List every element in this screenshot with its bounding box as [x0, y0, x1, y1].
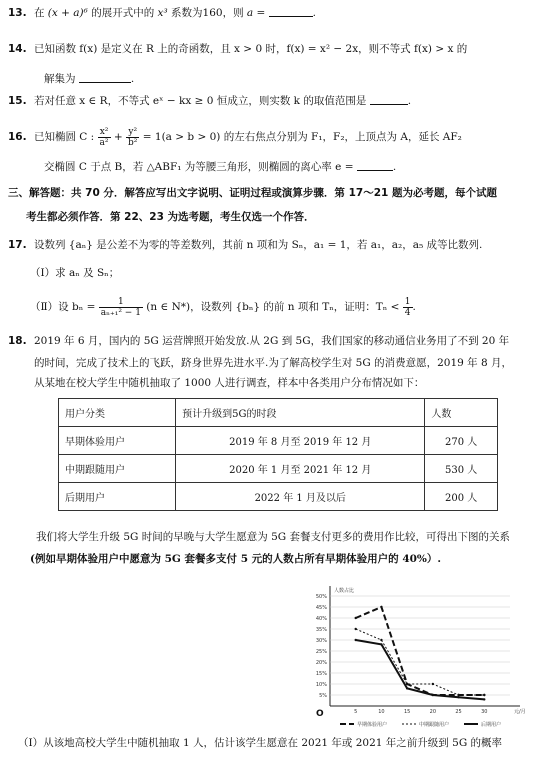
data-point	[432, 683, 434, 685]
table-row	[59, 483, 498, 511]
y-tick-label: 15%	[315, 671, 327, 677]
table-cell: 2019 年 8 月至 2019 年 12 月	[176, 427, 425, 455]
question-18-after1: 我们将大学生升级 5G 时间的早晚与大学生愿意为 5G 套餐支付更多的费用作比较，可得出下图的关系	[36, 531, 510, 543]
fraction: $\frac{\text{x²}}{\text{a²}}$	[99, 126, 109, 148]
question-number: 16.	[8, 131, 27, 143]
question-number: 15.	[8, 95, 27, 107]
data-point	[406, 687, 408, 689]
legend-label: 中期跟随用户	[419, 722, 450, 728]
table-row	[59, 455, 498, 483]
upgrade-willingness-chart	[300, 576, 540, 736]
table-cell: 200 人	[425, 483, 498, 511]
question-15	[8, 94, 546, 108]
origin-label: O	[316, 709, 324, 719]
question-text: 在	[33, 7, 45, 19]
y-tick-label: 25%	[315, 649, 327, 655]
question-text: 若对任意 x ∈ R，不等式 eˣ − kx ≥ 0 恒成立，则实数 k 的取值范围是	[33, 95, 367, 107]
period: .	[392, 161, 397, 173]
x-tick-label: 25	[455, 709, 462, 715]
math-expression: a =	[246, 7, 266, 19]
table-cell: 中期跟随用户	[59, 455, 176, 483]
y-tick-label: 20%	[315, 660, 327, 666]
data-point	[355, 628, 357, 630]
section-heading-line2: 考生都必须作答．第 22、23 为选考题，考生仅选一个作答．	[26, 211, 315, 223]
question-18-line3: 从某地在校大学生中随机抽取了 1000 人进行调查，样本中各类用户分布情况如下：	[34, 377, 425, 389]
question-17	[8, 238, 546, 252]
period: .	[312, 7, 317, 19]
question-13	[8, 6, 546, 20]
data-point	[406, 683, 408, 685]
question-number: 13.	[8, 7, 27, 19]
fraction: $\frac{1}{4}$	[404, 296, 411, 318]
data-point	[483, 694, 485, 696]
data-point	[355, 639, 357, 641]
question-18	[8, 334, 546, 348]
question-14	[8, 42, 546, 56]
question-17-part2	[30, 294, 546, 320]
data-point	[380, 643, 382, 645]
table-cell: 530 人	[425, 455, 498, 483]
question-text: = 1(a > b > 0) 的左右焦点分别为 F₁，F₂，上顶点为 A，延长 AF₂	[142, 131, 462, 143]
math-expression: (x + a)⁶	[47, 7, 88, 19]
column-header: 用户分类	[59, 399, 176, 427]
question-number: 18.	[8, 335, 27, 347]
table-cell: 后期用户	[59, 483, 176, 511]
period: .	[412, 301, 416, 313]
question-text: （Ⅱ）设 bₙ =	[30, 301, 96, 313]
fraction: $\frac{\text{y²}}{\text{b²}}$	[128, 126, 138, 148]
question-17-part1: （Ⅰ）求 aₙ 及 Sₙ；	[30, 267, 120, 279]
question-18-line2: 的时间，完成了技术上的飞跃，跻身世界先进水平.为了解高校学生对 5G 的消费意愿，2019 年 8 月，	[34, 357, 512, 369]
y-tick-label: 30%	[315, 638, 327, 644]
answer-blank[interactable]	[79, 72, 131, 83]
table-row	[59, 427, 498, 455]
x-tick-label: 5	[354, 709, 358, 715]
y-tick-label: 10%	[315, 682, 327, 688]
question-text: 交椭圆 C 于点 B，若 △ABF₁ 为等腰三角形，则椭圆的离心率 e =	[44, 161, 354, 173]
x-tick-label: 15	[403, 709, 411, 715]
data-point	[457, 696, 459, 698]
user-distribution-table	[58, 398, 498, 511]
data-point	[380, 606, 382, 608]
question-text: 已知椭圆 C :	[33, 131, 95, 143]
question-number: 14.	[8, 43, 27, 55]
question-text: 系数为160，则	[171, 7, 244, 19]
legend-label: 早期体验用户	[357, 722, 388, 728]
data-point	[457, 694, 459, 696]
question-text: 已知函数 f(x) 是定义在 R 上的奇函数，且 x > 0 时，f(x) = x² − 2x，则不等式 f(x) > x 的	[33, 43, 468, 55]
table-cell: 270 人	[425, 427, 498, 455]
answer-blank[interactable]	[370, 94, 408, 105]
question-18-after2: (例如早期体验用户中愿意为 5G 套餐多支付 5 元的人数占所有早期体验用户的 40%）.	[30, 553, 442, 565]
question-16	[8, 124, 546, 150]
column-header: 预计升级到5G的时段	[176, 399, 425, 427]
question-text: 2019 年 6 月，国内的 5G 运营牌照开始发放.从 2G 到 5G，我们国家的移动通信业务用了不到 20 年	[33, 335, 510, 347]
data-point	[355, 617, 357, 619]
table-header-row	[59, 399, 498, 427]
y-tick-label: 35%	[315, 627, 327, 633]
question-14-line2	[44, 72, 546, 86]
y-tick-label: 40%	[315, 616, 327, 622]
period: .	[407, 95, 412, 107]
question-text: 解集为	[44, 73, 76, 85]
math-expression: x³	[157, 7, 168, 19]
plus-sign: +	[113, 131, 123, 143]
question-text: 设数列 {aₙ} 是公差不为零的等差数列，其前 n 项和为 Sₙ，a₁ = 1，若 a₁，a₂，a₅ 成等比数列.	[33, 239, 483, 251]
x-tick-label: 10	[378, 709, 385, 715]
y-tick-label: 50%	[315, 594, 327, 600]
question-text: 的展开式中的	[91, 7, 155, 19]
table-cell: 早期体验用户	[59, 427, 176, 455]
y-axis-label: 人数占比	[334, 588, 355, 594]
y-tick-label: 45%	[315, 605, 327, 611]
period: .	[130, 73, 135, 85]
question-16-line2	[44, 160, 546, 174]
x-tick-label: 20	[429, 709, 437, 715]
data-point	[483, 698, 485, 700]
x-axis-label: 元/月	[514, 709, 526, 715]
data-point	[432, 694, 434, 696]
series-line	[356, 640, 485, 699]
answer-blank[interactable]	[357, 160, 393, 171]
table-cell: 2020 年 1 月至 2021 年 12 月	[176, 455, 425, 483]
fraction: $\frac{1}{\text{aₙ₊₁² − 1}}$	[100, 296, 141, 318]
section-heading: 三、解答题：共 70 分．解答应写出文字说明、证明过程或演算步骤．第 17～21 题为必考题，每个试题	[8, 187, 497, 199]
data-point	[380, 639, 382, 641]
question-18-part1: （Ⅰ）从该地高校大学生中随机抽取 1 人，估计该学生愿意在 2021 年或 2021 年之前升级到 5G 的概率	[18, 737, 503, 749]
legend-label: 后期用户	[481, 722, 502, 728]
question-number: 17.	[8, 239, 27, 251]
column-header: 人数	[425, 399, 498, 427]
table-cell: 2022 年 1 月及以后	[176, 483, 425, 511]
question-text: (n ∈ N*)，设数列 {bₙ} 的前 n 项和 Tₙ，证明：Tₙ <	[146, 301, 400, 313]
x-tick-label: 30	[481, 709, 488, 715]
y-tick-label: 5%	[319, 693, 327, 699]
answer-blank[interactable]	[269, 6, 313, 17]
